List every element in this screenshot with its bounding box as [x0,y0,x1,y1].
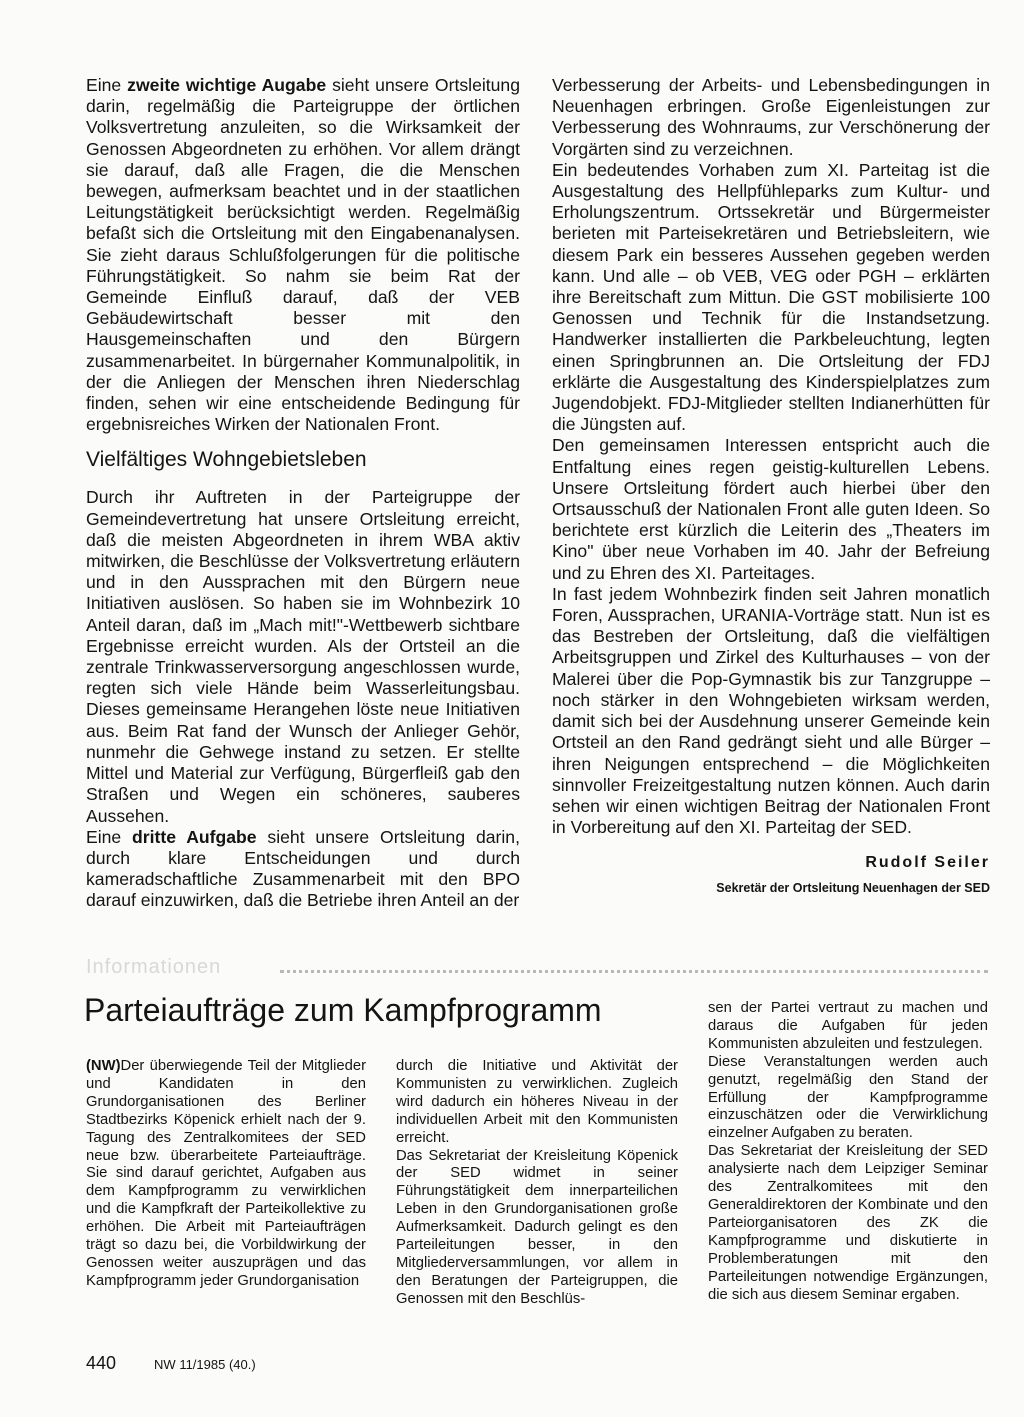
page-number: 440 [86,1353,117,1373]
paragraph: Das Sekretariat der Kreisleitung Köpenick der SED widmet in seiner Führungstätigkeit dem innerparteilichen Leben in den Grundorganisationen große Aufmerksamkeit. Dadurch gelingt es den Parteileitungen besser, in den Mitgliederversammlungen, vor allem in den Beratungen der Parteigruppen, die Genossen mit den Beschlüs- [396,1147,678,1307]
text: sieht unsere Ortsleitung darin, regelmäßig die Parteigruppe der örtlichen Volksvertretung anzuleiten, so die Wirksamkeit der Genossen Abgeordneten zu erhöhen. Vor allem drängt sie darauf, daß alle Fragen, die die Menschen bewegen, aufmerksam beachtet und in der staatlichen Leitungstätigkeit berücksichtigt werden. Regelmäßig befaßt sich die Ortsleitung mit den Eingabenanalysen. Sie zieht daraus Schlußfolgerungen für die politische Führungstätigkeit. So nahm sie beim Rat der Gemeinde Einfluß darauf, daß der VEB Gebäudewirtschaft besser mit den Hausgemeinschaften und den Bürgern zusammenarbeitet. In bürgernaher Kommunalpolitik, in der die Anliegen der Menschen ihren Niederschlag finden, sehen wir eine entscheidende Bedingung für ergebnisreiches Wirken der Nationalen Front. [86,75,521,435]
paragraph: sen der Partei vertraut zu machen und daraus die Aufgaben für jeden Kommunisten abzuleiten und festzulegen. [708,1000,988,1052]
text: sieht unsere Ortsleitung darin, durch klare Entscheidungen und durch kameradschaftliche Zusammenarbeit mit den BPO darauf einzuwirken, daß die Betriebe ihren Anteil an der [86,826,520,911]
emphasis: zweite wichtige Augabe [127,75,327,95]
paragraph: Verbesserung der Arbeits- und Lebensbedingungen in Neuenhagen erbringen. Große Eigenleistungen zur Verbesserung des Wohnraums, zur Verschönerung der Vorgärten sind zu verzeichnen. [552,75,990,159]
text: Eine [86,826,133,847]
paragraph: Ein bedeutendes Vorhaben zum XI. Parteitag ist die Ausgestaltung des Hellpfühleparks zum Kultur- und Erholungszentrum. Ortssekretär und Bürgermeister berieten mit Parteisekretären und Betriebsleitern, wie diesem Park ein besseres Aussehen gegeben werden kann. Und alle – ob VEB, VEG oder PGH – erklärten ihre Bereitschaft zum Mittun. Die GST mobilisierte 100 Genossen und Technik für die Instandsetzung. Handwerker installierten die Parkbeleuchtung, legten einen Springbrunnen an. Die Ortsleitung der FDJ erklärte die Ausgestaltung des Kinderspielplatzes zum Jugendobjekt. FDJ-Mitglieder stellten Indianerhütten für die Jüngsten auf. [552,159,990,435]
author-role: Sekretär der Ortsleitung Neuenhagen der SED [716,880,990,895]
paragraph [86,827,520,912]
article2-column-1 [86,1058,366,1291]
article-left-column [86,75,520,912]
paragraph: Den gemeinsamen Interessen entspricht auch die Entfaltung eines regen geistig-kulturellen Lebens. Unsere Ortsleitung fördert auch hierbei über den Ortsausschuß der Nationalen Front alle guten Ideen. So berichtete erst kürzlich die Leiterin des „Theaters im Kino" über neue Vorhaben im 40. Jahr der Befreiung und zu Ehren des XI. Parteitages. [552,435,990,583]
text: Eine [86,75,128,95]
paragraph: Durch ihr Auftreten in der Parteigruppe der Gemeindevertretung hat unsere Ortsleitung erreicht, daß die meisten Abgeordneten in ihrem WBA aktiv mitwirken, die Beschlüsse der Volksvertretung erläutern und in den Aussprachen mit den Bürgern neue Initiativen auslösen. So haben sie im Wohnbezirk 10 Anteil daran, daß im „Mach mit!"-Wettbewerb sichtbare Ergebnisse erreicht wurden. Als der Ortsteil an die zentrale Trinkwasserversorgung angeschlossen wurde, regten sich viele Hände beim Wasserleitungsbau. Dieses gemeinsame Herangehen löste neue Initiativen aus. Beim Rat fand der Wunsch der Anlieger Gehör, nunmehr die Gehwege instand zu setzen. Er stellte Mittel und Material zur Verfügung, Bürgerfleiß gab den Straßen und Wegen ein schöneres, sauberes Aussehen. [86,487,520,826]
text: Der überwiegende Teil der Mitglieder und Kandidaten in den Grundorganisationen des Berliner Stadtbezirks Köpenick erhielt nach der 9. Tagung des Zentralkomitees der SED neue bzw. überarbeitete Parteiaufträge. Sie sind darauf gerichtet, Aufgaben aus dem Kampfprogramm zu verwirklichen und die Kampfkraft der Parteikollektive zu erhöhen. Die Arbeit mit Parteiaufträgen trägt so dazu bei, die Vorbildwirkung der Genossen weiter auszuprägen und das Kampfprogramm jeder Grundorganisation [86,1058,366,1289]
paragraph: durch die Initiative und Aktivität der Kommunisten zu verwirklichen. Zugleich wird dadurch ein höheres Niveau in der individuellen Arbeit mit den Kommunisten erreicht. [396,1058,678,1146]
paragraph: In fast jedem Wohnbezirk finden seit Jahren monatlich Foren, Aussprachen, URANIA-Vorträge statt. Nun ist es das Bestreben der Ortsleitung, daß die vielfältigen Arbeitsgruppen und Zirkel des Kulturhauses – von der Malerei über die Pop-Gymnastik bis zur Tanzgruppe – noch stärker in den Wohngebieten wirksam werden, damit sich bei der Ausdehnung unserer Gemeinde kein Ortsteil an den Rand gedrängt sieht und alle Bürger – ihren Neigungen entsprechend – die Möglichkeiten sinnvoller Freizeitgestaltung nutzen können. Auch darin sehen wir einen wichtigen Beitrag der Nationalen Front in Vorbereitung auf den XI. Parteitag der SED. [552,583,990,838]
article2-column-2 [396,1058,678,1309]
paragraph: Diese Veranstaltungen werden auch genutzt, regelmäßig den Stand der Erfüllung der Kampfprogramme einzuschätzen oder die Verwirklichung einzelner Aufgaben zu beraten. [708,1053,988,1142]
article-right-column [552,75,990,899]
section-divider [280,970,988,973]
page-footer [86,1353,256,1374]
paragraph [86,1058,366,1291]
article-headline: Parteiaufträge zum Kampfprogramm [84,992,602,1028]
paragraph: Das Sekretariat der Kreisleitung der SED analysierte nach dem Leipziger Seminar des Zentralkomitees mit den Generaldirektoren der Kombinate und den Parteiorganisatoren des ZK die Kampfprogramme und diskutierte in Problemberatungen mit den Parteileitungen notwendige Ergänzungen, die sich aus diesem Seminar ergaben. [708,1143,988,1303]
subheading: Vielfältiges Wohngebietsleben [86,448,367,472]
article2-column-3 [708,1000,988,1304]
author-name: Rudolf Seiler [865,854,990,872]
source-tag: (NW) [86,1058,121,1074]
section-label: Informationen [86,956,222,978]
paragraph [86,75,520,435]
emphasis: dritte Aufgabe [132,826,257,847]
issue-label: NW 11/1985 (40.) [154,1357,256,1372]
